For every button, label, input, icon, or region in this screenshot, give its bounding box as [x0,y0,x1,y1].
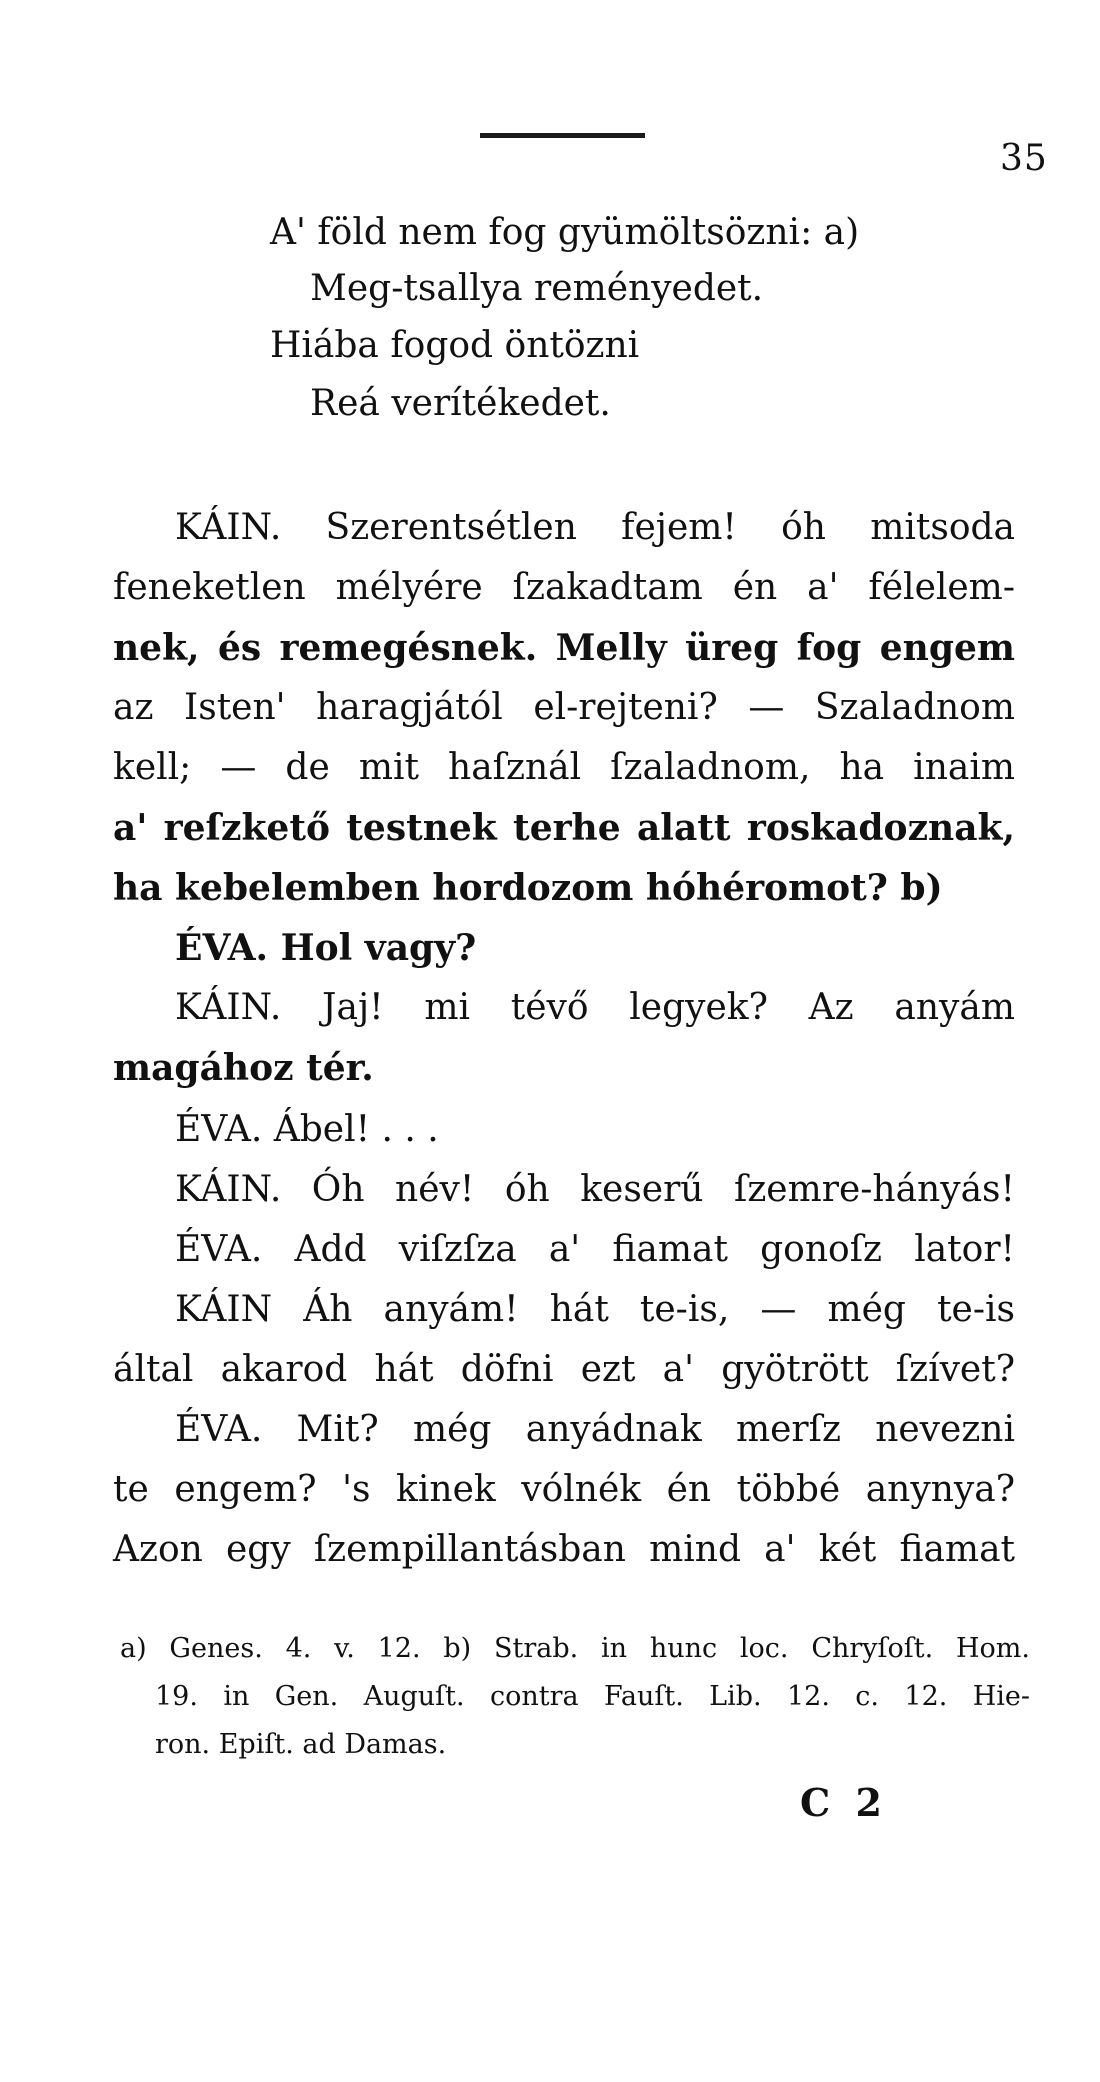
speech-line: ÉVA. Mit? még anyádnak merſz nevezni [175,1409,1015,1450]
text-line: nek, és remegésnek. Melly üreg fog engem [113,627,1015,669]
poem-line: A' föld nem fog gyümöltsözni: a) [270,212,860,253]
text-line: kell; — de mit haſznál ſzaladnom, ha inaim [113,747,1015,788]
footnote-line: 19. in Gen. Auguſt. contra Fauſt. Lib. 12. c. 12. Hie- [155,1681,1030,1712]
poem-line: Meg-tsallya reményedet. [310,268,764,309]
poem-line: Hiába fogod öntözni [270,325,640,366]
page-number: 35 [1000,138,1048,179]
text-line: feneketlen mélyére ſzakadtam én a' félelem- [113,567,1015,608]
text-line: az Isten' haragjától el-rejteni? — Szaladnom [113,687,1015,728]
speech-line: KÁIN. Óh név! óh keserű ſzemre-hányás! [175,1169,1015,1210]
speech-line: KÁIN Áh anyám! hát te-is, — még te-is [175,1289,1015,1330]
text-line: te engem? 's kinek vólnék én többé anynya? [113,1469,1015,1510]
header-rule [480,133,645,138]
signature-mark: C 2 [800,1780,888,1825]
text-line: ha kebelemben hordozom hóhéromot? b) [113,867,943,909]
speech-line: ÉVA. Add viſzſza a' fiamat gonoſz lator! [175,1229,1015,1270]
footnote-line: ron. Epiſt. ad Damas. [155,1729,447,1760]
speech-line: ÉVA. Ábel! . . . [175,1109,439,1150]
text-line: a' reſzkető testnek terhe alatt roskadoznak, [113,807,1015,849]
footnote-line: a) Genes. 4. v. 12. b) Strab. in hunc loc. Chryſoſt. Hom. [120,1633,1030,1664]
speech-line: ÉVA. Hol vagy? [175,927,477,969]
poem-line: Reá verítékedet. [310,383,611,424]
speech-line: KÁIN. Jaj! mi tévő legyek? Az anyám [175,987,1015,1028]
speech-line: KÁIN. Szerentsétlen fejem! óh mitsoda [175,507,1015,548]
text-line: magához tér. [113,1047,374,1089]
text-line: által akarod hát döfni ezt a' gyötrött ſzívet? [113,1349,1015,1390]
text-line: Azon egy ſzempillantásban mind a' két fiamat [113,1529,1015,1570]
